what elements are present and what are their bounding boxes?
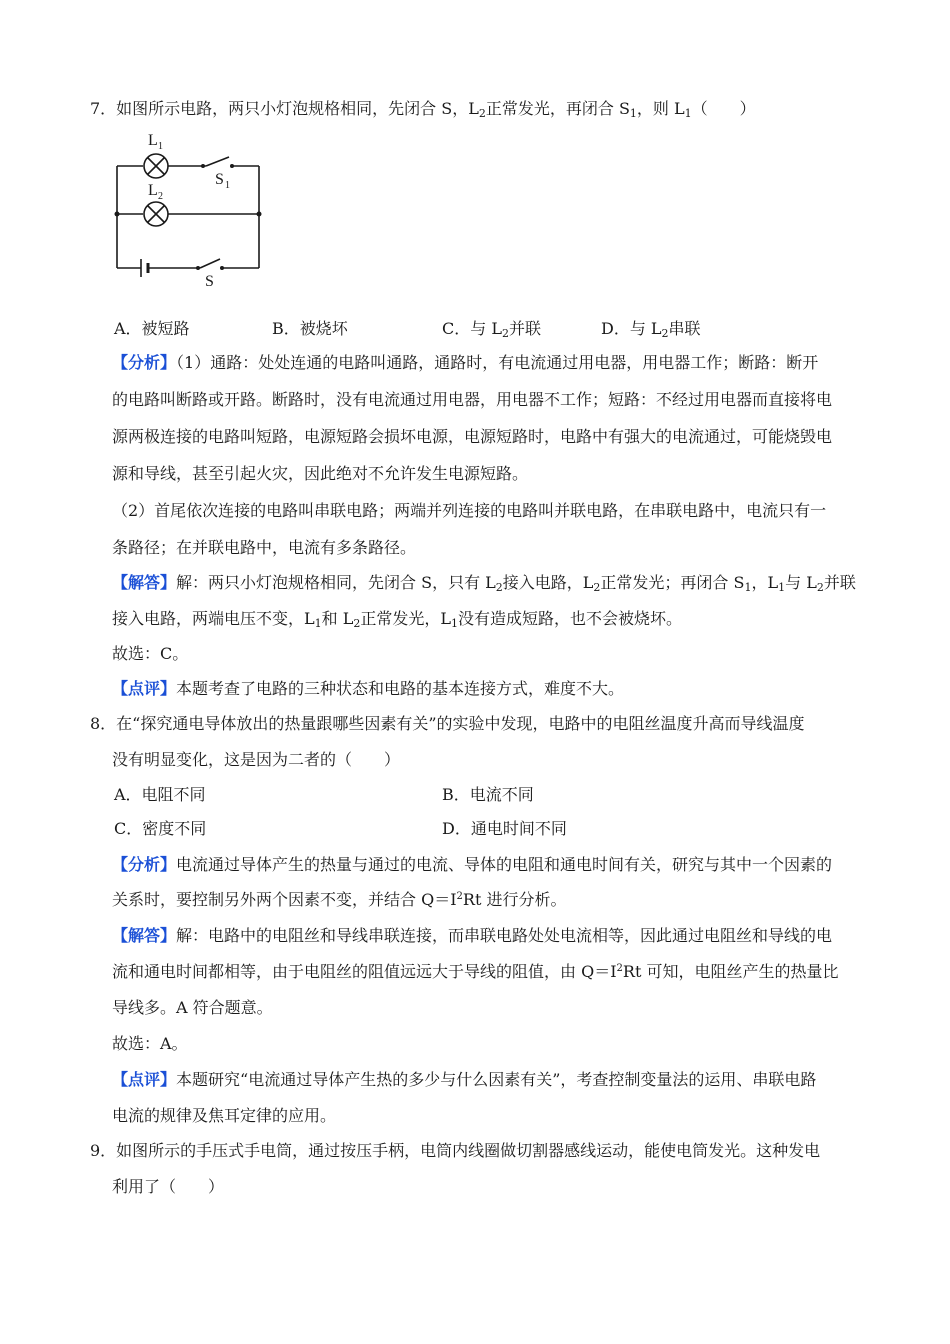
q7-analysis-line-4: 源和导线，甚至引起火灾，因此绝对不允许发生电源短路。 — [112, 464, 529, 483]
q7-analysis-line-2: 的电路叫断路或开路。断路时，没有电流通过用电器，用电器不工作；短路：不经过用电器而直接将电 — [112, 390, 833, 409]
q7-analysis-line-6: 条路径；在并联电路中，电流有多条路径。 — [112, 538, 417, 557]
q7-solution-line-2: 接入电路，两端电压不变，L1和 L2正常发光，L1没有造成短路，也不会被烧坏。 — [112, 609, 683, 630]
analysis-tag: 【分析】 — [112, 855, 177, 874]
q8-stem-line-2: 没有明显变化，这是因为二者的（ ） — [112, 750, 401, 769]
svg-text:2: 2 — [158, 191, 163, 202]
q8-option-c: C．密度不同 — [114, 819, 207, 838]
svg-text:1: 1 — [158, 141, 163, 152]
switch-s — [200, 259, 220, 268]
q8-analysis-line-1: 【分析】电流通过导体产生的热量与通过的电流、导体的电阻和通电时间有关，研究与其中一个因素的 — [112, 855, 833, 874]
switch-s1 — [206, 157, 229, 166]
svg-text:L: L — [148, 132, 158, 149]
q7-solution-line-1: 【解答】解：两只小灯泡规格相同，先闭合 S，只有 L2接入电路，L2正常发光；再闭合 S1，L1与 L2并联 — [112, 573, 856, 594]
q9-stem-line-1: 9．如图所示的手压式手电筒，通过按压手柄，电筒内线圈做切割器感线运动，能使电筒发光。这种发电 — [90, 1141, 821, 1160]
circuit-diagram — [108, 128, 268, 290]
solution-tag: 【解答】 — [112, 926, 177, 945]
q8-option-b: B．电流不同 — [442, 785, 534, 804]
q8-answer: 故选：A。 — [112, 1034, 188, 1053]
comment-tag: 【点评】 — [112, 679, 177, 698]
q8-comment-line-2: 电流的规律及焦耳定律的应用。 — [112, 1106, 337, 1125]
q7-analysis-line-3: 源两极连接的电路叫短路，电源短路会损坏电源，电源短路时，电路中有强大的电流通过，可能烧毁电 — [112, 427, 833, 446]
q8-solution-line-1: 【解答】解：电路中的电阻丝和导线串联连接，而串联电路处处电流相等，因此通过电阻丝和导线的电 — [112, 926, 833, 945]
q8-option-a: A．电阻不同 — [114, 785, 206, 804]
q8-analysis-line-2: 关系时，要控制另外两个因素不变，并结合 $Q=I^2Rt$ 进行分析。 — [112, 890, 567, 909]
q8-comment-line-1: 【点评】本题研究“电流通过导体产生热的多少与什么因素有关”，考查控制变量法的运用、串联电路 — [112, 1070, 817, 1089]
q7-analysis-line-5: （2）首尾依次连接的电路叫串联电路；两端并列连接的电路叫并联电路，在串联电路中，电流只有一 — [112, 501, 827, 520]
q8-solution-line-2: 流和通电时间都相等，由于电阻丝的阻值远远大于导线的阻值，由 $Q=I^2Rt$ 可知，电阻丝产生的热量比 — [112, 962, 839, 981]
q7-comment: 【点评】本题考查了电路的三种状态和电路的基本连接方式，难度不大。 — [112, 679, 625, 698]
solution-tag: 【解答】 — [112, 573, 177, 592]
svg-text:L: L — [148, 182, 158, 199]
svg-text:S: S — [205, 273, 214, 290]
analysis-tag: 【分析】 — [112, 353, 177, 372]
q7-option-c: C．与 L2并联 — [442, 319, 541, 340]
q7-analysis-line-1: 【分析】（1）通路：处处连通的电路叫通路，通路时，有电流通过用电器，用电器工作；断路：断开 — [112, 353, 819, 372]
q7-stem: 7．如图所示电路，两只小灯泡规格相同，先闭合 S，L2正常发光，再闭合 S1，则 L1（ ） — [90, 99, 756, 120]
q7-option-b: B．被烧坏 — [272, 319, 348, 338]
q8-option-d: D．通电时间不同 — [442, 819, 567, 838]
q8-stem-line-1: 8．在“探究通电导体放出的热量跟哪些因素有关”的实验中发现，电路中的电阻丝温度升高而导线温度 — [90, 714, 805, 733]
comment-tag: 【点评】 — [112, 1070, 177, 1089]
svg-text:S: S — [215, 171, 224, 188]
q8-solution-line-3: 导线多。A 符合题意。 — [112, 998, 273, 1017]
q7-option-d: D．与 L2串联 — [601, 319, 701, 340]
q7-option-a: A．被短路 — [114, 319, 190, 338]
q9-stem-line-2: 利用了（ ） — [112, 1177, 225, 1196]
q7-answer: 故选：C。 — [112, 644, 189, 663]
svg-text:1: 1 — [225, 180, 230, 191]
